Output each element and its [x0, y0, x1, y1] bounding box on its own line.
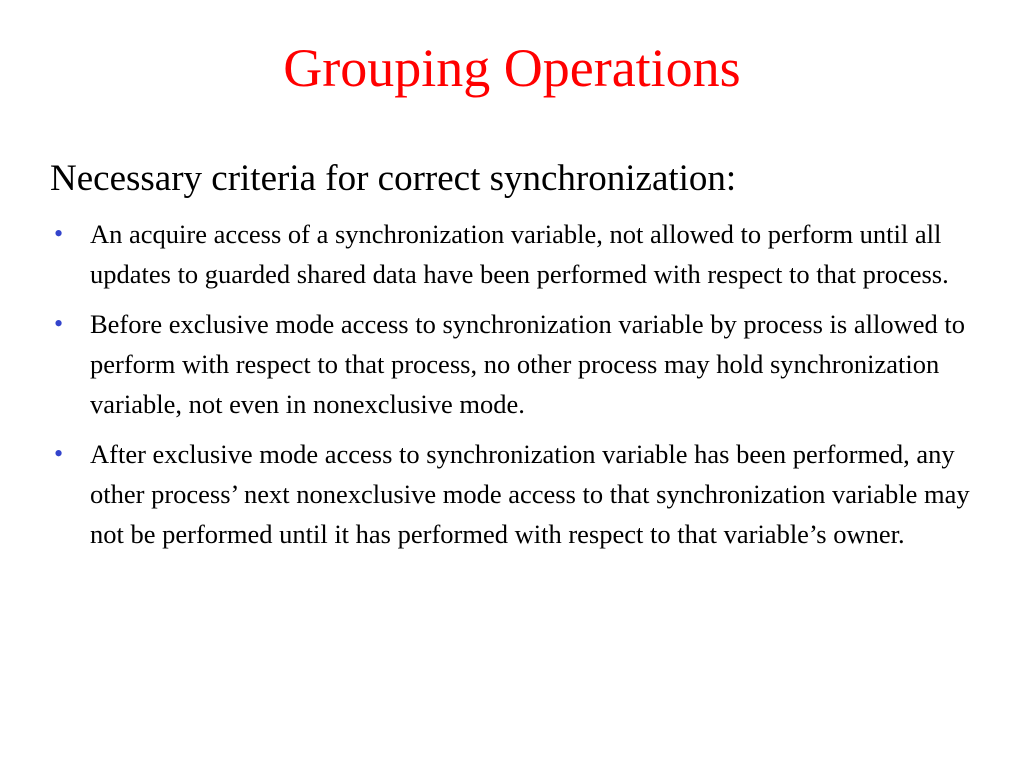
bullet-item-3 [50, 434, 1000, 554]
bullet-list [50, 214, 1000, 564]
bullet-text: After exclusive mode access to synchronization variable has been performed, any other process’ next nonexclusive mode access to that synchronization variable may not be performed until it has performed with respect to that variable’s owner. [90, 439, 970, 549]
bullet-icon: • [54, 219, 64, 248]
bullet-item-1 [50, 214, 1000, 294]
slide-title: Grouping Operations [283, 38, 741, 98]
bullet-icon: • [54, 439, 64, 468]
bullet-icon: • [54, 309, 64, 338]
lead-text: Necessary criteria for correct synchronization: [50, 158, 737, 199]
bullet-item-2 [50, 304, 1000, 424]
bullet-text: An acquire access of a synchronization variable, not allowed to perform until all updates to guarded shared data have been performed with respect to that process. [90, 219, 949, 289]
bullet-text: Before exclusive mode access to synchronization variable by process is allowed to perform with respect to that process, no other process may hold synchronization variable, not even in nonexclusive mode. [90, 309, 965, 419]
